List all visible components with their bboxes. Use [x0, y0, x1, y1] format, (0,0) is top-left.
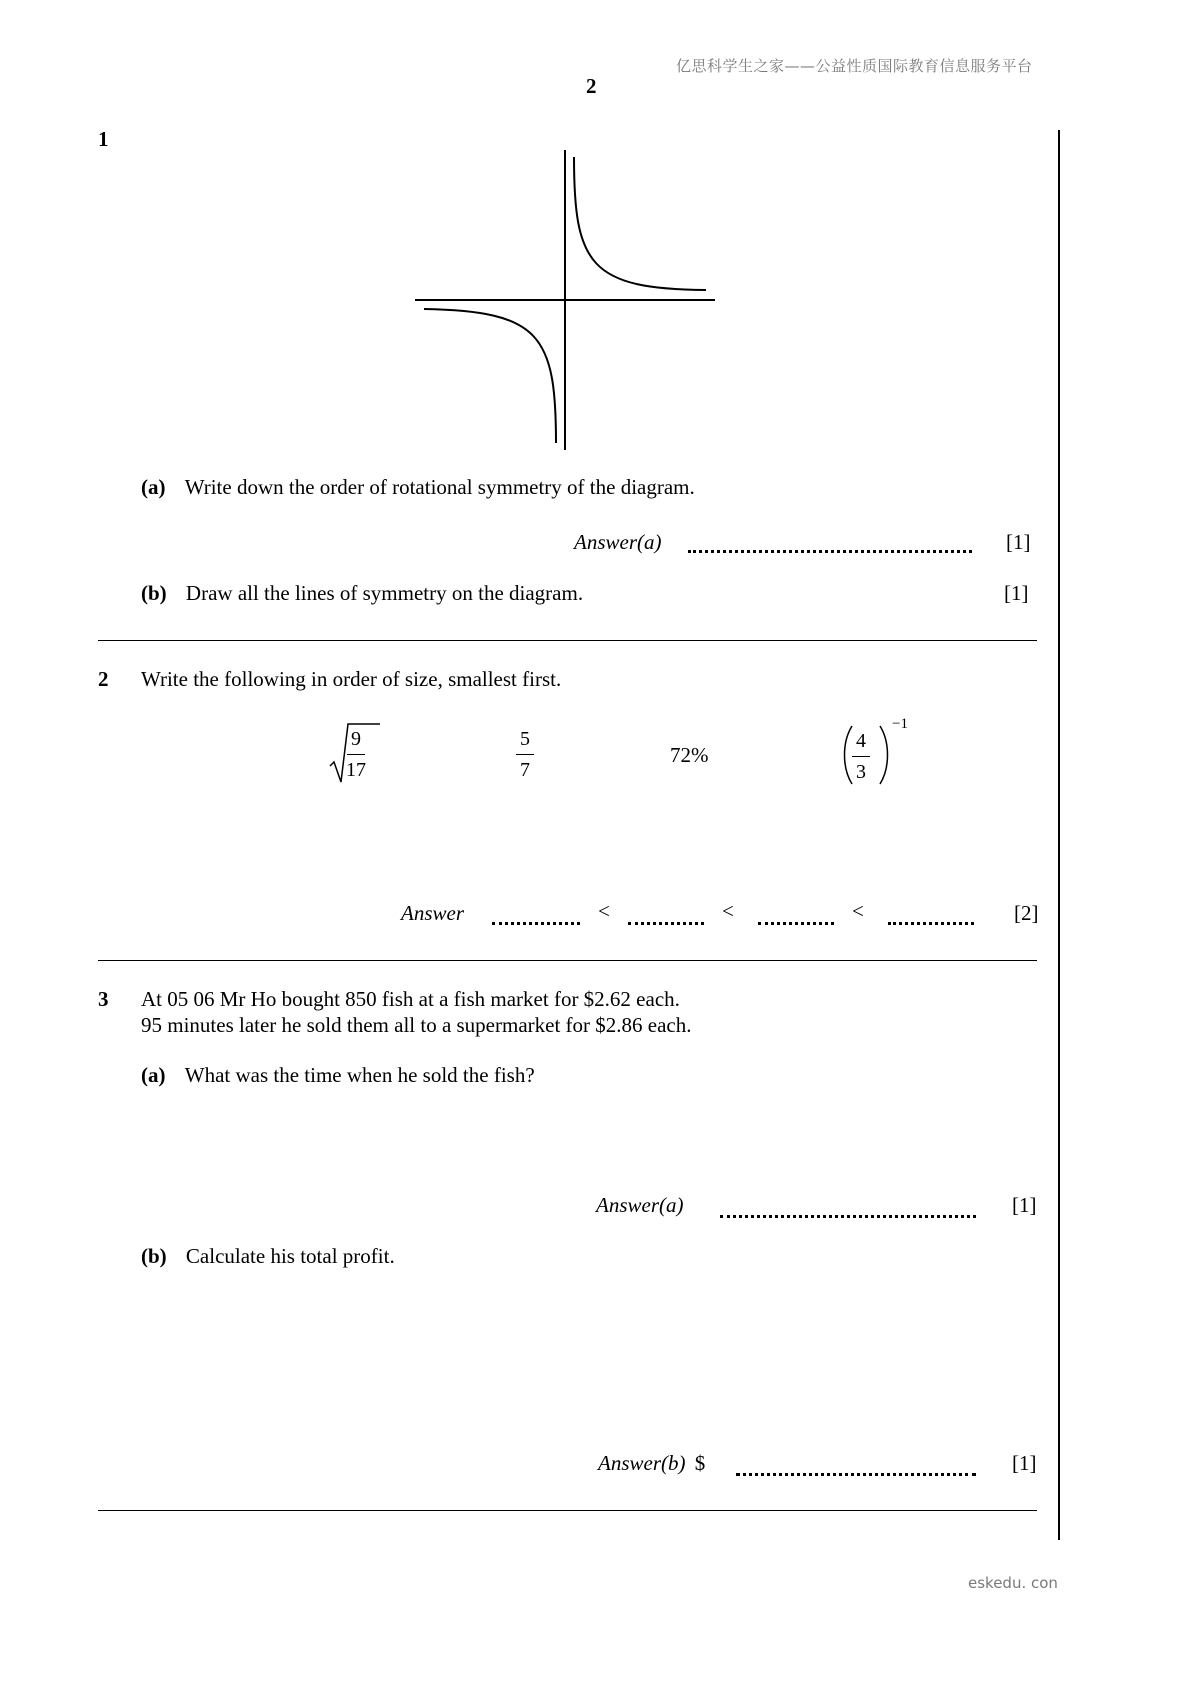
answer-2-field-3[interactable]: [758, 922, 834, 925]
q2-item-4-denominator: 3: [856, 761, 866, 783]
page-number: 2: [586, 74, 597, 98]
marks-2: [2]: [1014, 901, 1039, 925]
answer-2-field-1[interactable]: [492, 922, 580, 925]
question-3-line-2: 95 minutes later he sold them all to a supermarket for $2.86 each.: [141, 1013, 692, 1037]
q2-item-sqrt-fraction: [328, 722, 380, 786]
diagram-curve-upper: [574, 157, 706, 290]
question-1a-label: (a): [141, 475, 166, 499]
q2-item-2-fraction: [516, 726, 534, 783]
margin-rule: [1058, 130, 1060, 1540]
divider-3: [98, 1510, 1037, 1511]
less-than-1: <: [598, 899, 610, 923]
answer-3b-field[interactable]: [736, 1473, 976, 1476]
diagram-curve-lower: [424, 309, 556, 443]
marks-1b: [1]: [1004, 581, 1029, 605]
footer-watermark: eskedu. con: [968, 1574, 1058, 1592]
question-2-text: Write the following in order of size, smallest first.: [141, 667, 562, 691]
marks-3b: [1]: [1012, 1451, 1037, 1475]
question-1b-label: (b): [141, 581, 167, 605]
question-3a-label: (a): [141, 1063, 166, 1087]
answer-1a-label: Answer(a): [574, 530, 662, 554]
question-1b: [141, 581, 583, 606]
marks-3a: [1]: [1012, 1193, 1037, 1217]
q2-item-1-denominator: 17: [346, 759, 366, 781]
question-1a: [141, 475, 695, 500]
q2-item-2-denominator: 7: [520, 759, 530, 781]
answer-3b-label: Answer(b): [598, 1451, 686, 1475]
answer-3a-field[interactable]: [720, 1215, 976, 1218]
question-3-number: 3: [98, 987, 109, 1011]
question-3a-text: What was the time when he sold the fish?: [184, 1063, 535, 1087]
divider-1: [98, 640, 1037, 641]
header-watermark: 亿思科学生之家——公益性质国际教育信息服务平台: [676, 57, 1033, 75]
question-2-number: 2: [98, 667, 109, 691]
q2-item-4-numerator: 4: [852, 728, 870, 757]
answer-2-field-2[interactable]: [628, 922, 704, 925]
question-1-number: 1: [98, 127, 109, 151]
q2-item-3-percent: 72%: [670, 743, 709, 767]
answer-2-field-4[interactable]: [888, 922, 974, 925]
question-3b-label: (b): [141, 1244, 167, 1268]
q2-item-4-exponent: −1: [892, 716, 908, 732]
q2-item-4-power: [842, 716, 922, 788]
question-3b: [141, 1244, 395, 1269]
marks-1a: [1]: [1006, 530, 1031, 554]
hyperbola-diagram: [410, 145, 720, 455]
q2-item-1-fraction: [346, 726, 366, 783]
question-1b-text: Draw all the lines of symmetry on the diagram.: [185, 581, 584, 605]
q2-item-1-numerator: 9: [347, 726, 365, 755]
q2-item-4-fraction: [852, 728, 870, 785]
q2-item-2-numerator: 5: [516, 726, 534, 755]
answer-2-label: Answer: [401, 901, 464, 925]
question-1a-text: Write down the order of rotational symmetry of the diagram.: [184, 475, 695, 499]
divider-2: [98, 960, 1037, 961]
question-3-line-1: At 05 06 Mr Ho bought 850 fish at a fish market for $2.62 each.: [141, 987, 680, 1011]
question-3a: [141, 1063, 535, 1088]
answer-1a-field[interactable]: [688, 550, 972, 553]
question-3b-text: Calculate his total profit.: [185, 1244, 395, 1268]
answer-3b-label-group: [598, 1451, 705, 1476]
answer-3a-label: Answer(a): [596, 1193, 684, 1217]
answer-3b-currency: $: [694, 1451, 706, 1475]
less-than-3: <: [852, 899, 864, 923]
less-than-2: <: [722, 899, 734, 923]
